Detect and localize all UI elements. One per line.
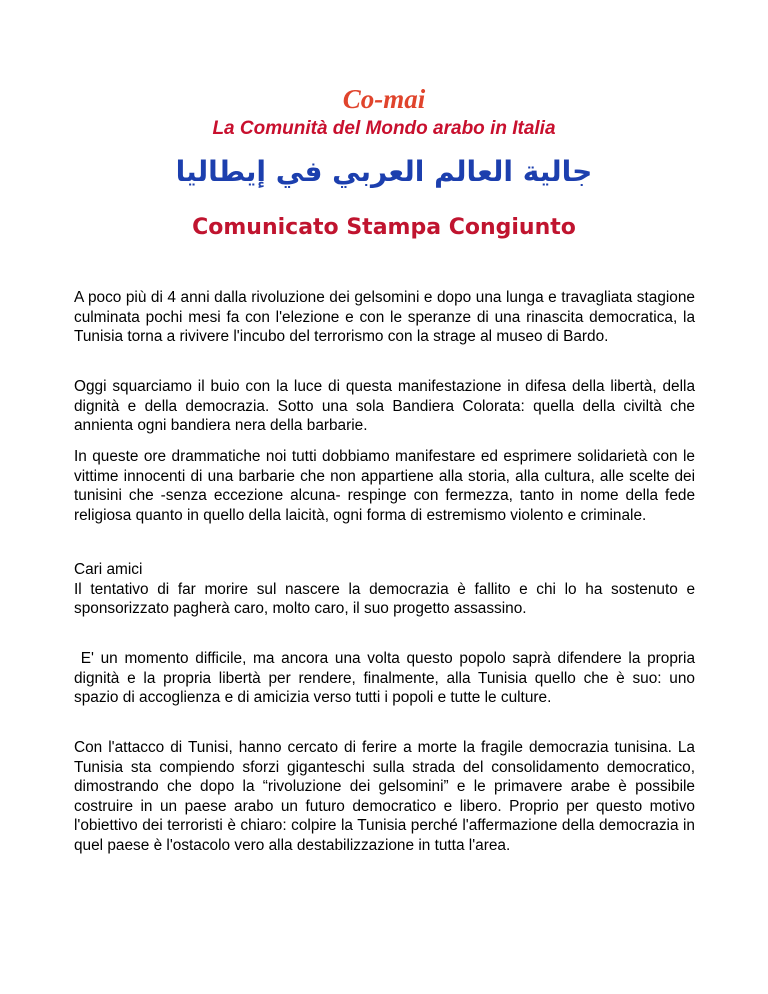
paragraph-friends	[74, 560, 695, 619]
paragraph-manifestation: Oggi squarciamo il buio con la luce di questa manifestazione in difesa della libertà, della dignità e della democrazia. Sotto una sola Bandiera Colorata: quella della civiltà che annienta ogni bandiera nera della barbarie.	[74, 378, 695, 434]
paragraph-tunis-attack: Con l'attacco di Tunisi, hanno cercato di ferire a morte la fragile democrazia tunisina. La Tunisia sta compiendo sforzi giganteschi sulla strada del consolidamento democratico, dimostrando che dopo la “rivoluzione dei gelsomini” e le primavere arabe è possibile costruire in un paese arabo un futuro democratico e libero. Proprio per questo motivo l'obiettivo dei terroristi è chiaro: colpire la Tunisia perché l'affermazione della democrazia in quel paese è l'ostacolo vero alla destabilizzazione in tutta l'area.	[74, 739, 695, 854]
organization-name: Co-mai	[342, 84, 426, 114]
organization-subtitle: La Comunità del Mondo arabo in Italia	[212, 118, 556, 139]
document-title: Comunicato Stampa Congiunto	[192, 215, 576, 240]
salutation: Cari amici	[74, 561, 143, 578]
paragraph-intro: A poco più di 4 anni dalla rivoluzione dei gelsomini e dopo una lunga e travagliata stagione culminata pochi mesi fa con l'elezione e con le speranze di una rinascita democratica, la Tunisia torna a rivivere l'incubo del terrorismo con la strage al museo di Bardo.	[74, 289, 695, 345]
paragraph-failed-attempt: Il tentativo di far morire sul nascere la democrazia è fallito e chi lo ha sostenuto e sponsorizzato pagherà caro, molto caro, il suo progetto assassino.	[74, 580, 695, 617]
paragraph-solidarity: In queste ore drammatiche noi tutti dobbiamo manifestare ed esprimere solidarietà con le vittime innocenti di una barbarie che non appartiene alla storia, alla cultura, alle scelte dei tunisini che -senza eccezione alcuna- respinge con fermezza, tanto in nome della fede religiosa quanto in quello della laicità, ogni forma di estremismo violento e criminale.	[74, 448, 695, 524]
organization-name-arabic: جالية العالم العربي في إيطاليا	[175, 155, 593, 188]
paragraph-difficult-moment: E' un momento difficile, ma ancora una volta questo popolo saprà difendere la propria dignità e la propria libertà per rendere, finalmente, alla Tunisia quello che è suo: uno spazio di accoglienza e di amicizia verso tutti i popoli e tutte le culture.	[74, 650, 700, 706]
